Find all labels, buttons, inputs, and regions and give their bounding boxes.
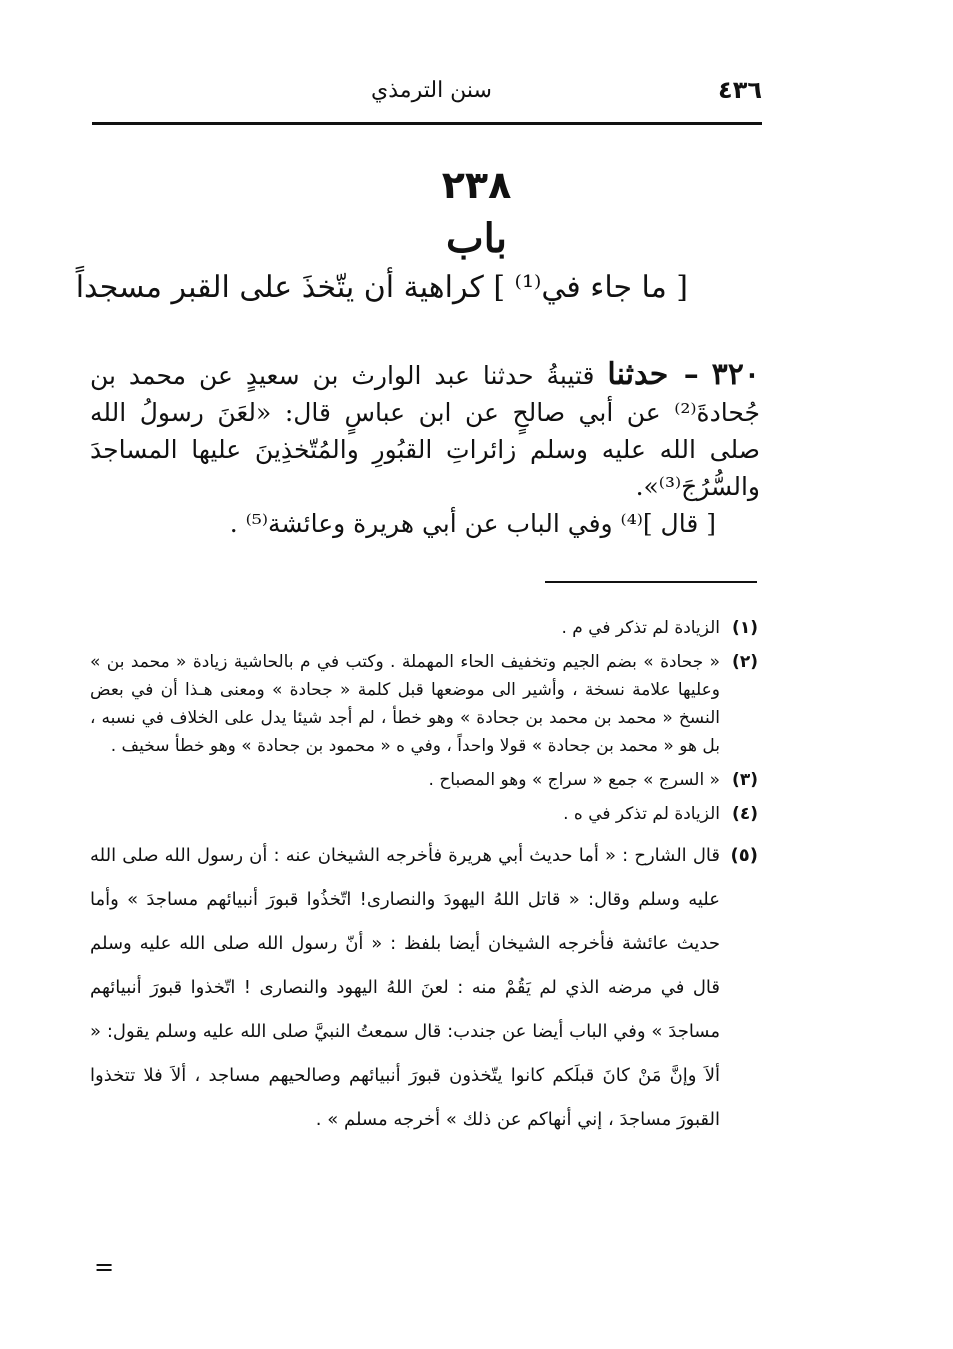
hadith-body: ٣٢٠ – حدثنا قتيبةُ حدثنا عبد الوارث بن سعيدٍ عن محمد بن جُحادةَ⁽²⁾ عن أبي صالحٍ عن ابن عباسٍ قال: «لعَنَ رسولُ الله صلى الله عليه وسلم زائراتِ القبُورِ والمُتّخذِينَ عليها المساجدَ والسُّرُجَ⁽³⁾». xyxy=(90,357,760,501)
header-rule xyxy=(92,122,762,125)
hadith-lead-word: حدثنا xyxy=(607,357,669,392)
footnote-text: « السرج » جمع « سراج » وهو المصباح . xyxy=(428,770,720,790)
book-title: سنن الترمذي xyxy=(371,78,492,103)
continuation-mark: = xyxy=(94,1253,115,1281)
footnotes xyxy=(90,614,758,1148)
footnote-number: (٢) xyxy=(732,652,758,672)
hadith-tail: [ قال ]⁽⁴⁾ وفي الباب عن أبي هريرة وعائشة⁽⁵⁾ . xyxy=(229,509,716,538)
chapter-word: باب xyxy=(446,215,507,262)
footnote-number: (٤) xyxy=(732,804,758,824)
footnote-item xyxy=(90,766,758,794)
running-header xyxy=(92,72,762,112)
footnote-item xyxy=(90,800,758,828)
footnote-text: « جحادة » بضم الجيم وتخفيف الحاء المهملة . وكتب في م بالحاشية زيادة « محمد بن » وعليها علامة نسخة ، وأشير الى موضعها قبل كلمة « جحادة » ومعنى هـذا أن في بعض النسخ « محمد بن محمد بن جحادة » وهو خطأ ، لم أجد شيئا يدل على الخلاف في نسبه ، بل هو « محمد بن جحادة » قولا واحداً ، وفي ه « محمود بن جحادة » وهو خطأ سخيف . xyxy=(90,652,720,756)
footnote-text: الزيادة لم تذكر في م . xyxy=(561,618,720,638)
page-number: ٤٣٦ xyxy=(718,76,762,104)
chapter-title: [ ما جاء في⁽¹⁾ ] كراهية أن يتّخذَ على القبر مسجداً xyxy=(75,270,688,305)
footnote-number: (١) xyxy=(732,618,758,638)
footnote-item xyxy=(90,834,758,1142)
hadith-number: ٣٢٠ xyxy=(711,357,760,392)
footnote-text: الزيادة لم تذكر في ه . xyxy=(563,804,720,824)
footnote-text: قال الشارح : « أما حديث أبي هريرة فأخرجه الشيخان عنه : أن رسول الله صلى الله عليه وسلم وقال: « قاتل اللهُ اليهودَ والنصارى! اتّخذُوا قبورَ أنبيائهم مساجدَ » وأما حديث عائشة فأخرجه الشيخان أيضا بلفظ : « أنّ رسول الله صلى الله عليه وسلم قال في مرضه الذي لم يَقُمْ منه : لعنَ اللهُ اليهود والنصارى ! اتّخذوا قبورَ أنبيائهم مساجدَ » وفي الباب أيضا عن جندب: قال سمعتُ النبيَّ صلى الله عليه وسلم يقول: « ألاَ وإنَّ مَنْ كانَ قبلَكم كانوا يتّخذون قبورَ أنبيائهم وصالحيهم مساجد ، ألاَ فلا تتخذوا القبورَ مساجدَ ، إني أنهاكم عن ذلك » أخرجه مسلم » . xyxy=(90,845,720,1130)
footnote-number: (٥) xyxy=(730,845,758,866)
hadith-narration: قتيبةُ حدثنا عبد الوارث بن سعيدٍ عن محمد بن جُحادةَ⁽²⁾ عن أبي صالحٍ عن ابن عباسٍ قال: «لعَنَ رسولُ الله صلى الله عليه وسلم زائراتِ القبُورِ والمُتّخذِينَ عليها المساجدَ والسُّرُجَ⁽³⁾». xyxy=(90,361,760,501)
footnote-item xyxy=(90,614,758,642)
footnote-rule xyxy=(545,581,757,583)
footnote-item xyxy=(90,648,758,760)
footnote-number: (٣) xyxy=(732,770,758,790)
chapter-number: ٢٣٨ xyxy=(441,163,512,207)
hadith-text xyxy=(90,356,760,542)
